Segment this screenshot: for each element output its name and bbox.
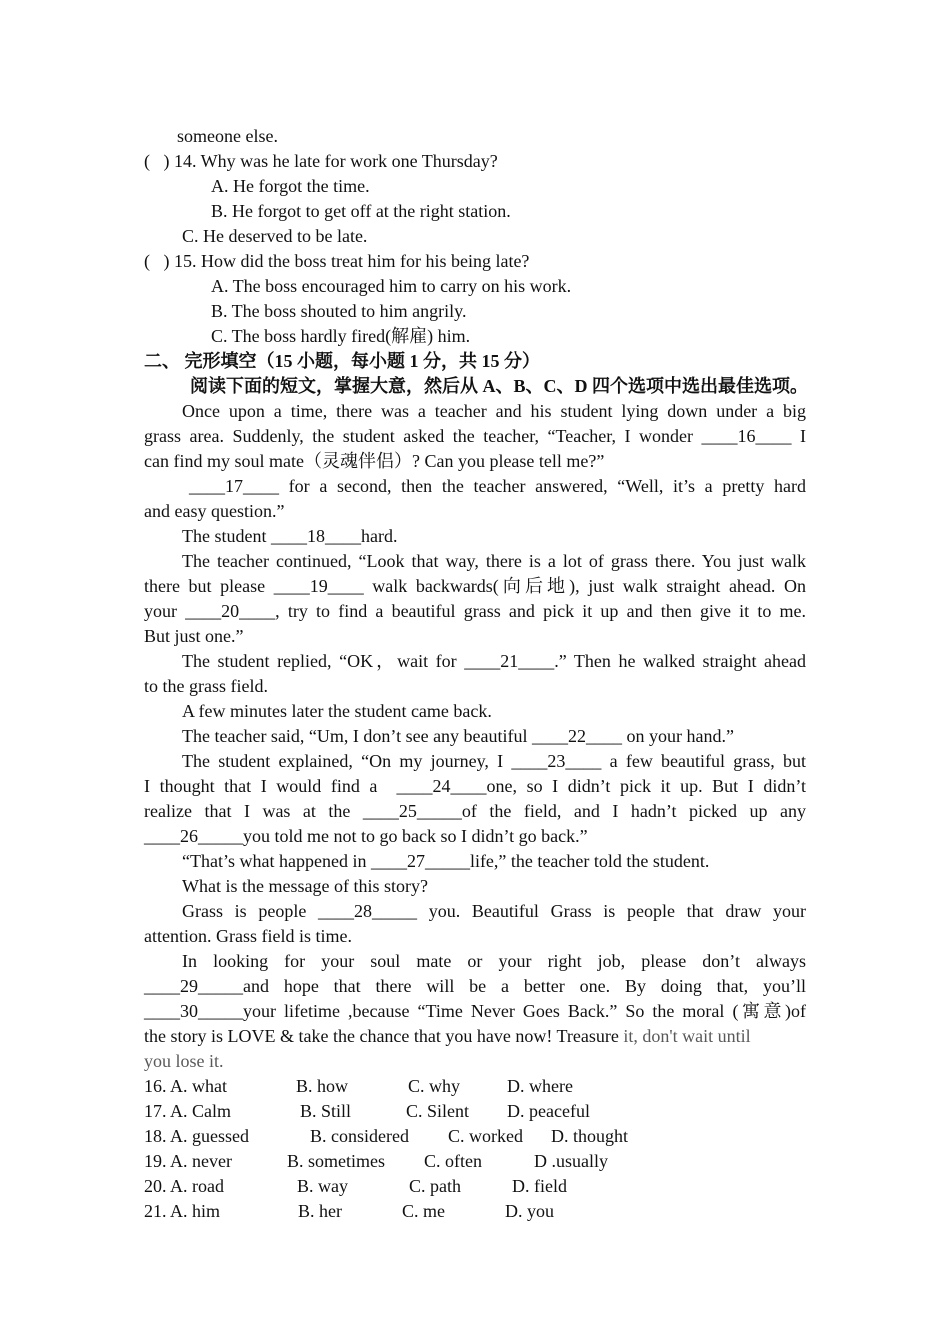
passage-line: grass area. Suddenly, the student asked the teacher, “Teacher, I wonder ____16____ I: [144, 426, 806, 446]
option-d: D. peaceful: [507, 1101, 590, 1121]
passage-line: ____26_____you told me not to go back so I didn’t go back.”: [144, 826, 588, 846]
passage-line: The student replied, “OK，wait for ____21____.” Then he walked straight ahead: [182, 651, 806, 671]
option-a: 17. A. Calm: [144, 1101, 232, 1121]
option-d: D. thought: [551, 1126, 629, 1146]
passage-line: realize that I was at the ____25_____of the field, and I hadn’t picked up any: [144, 801, 806, 821]
passage-line: ____29_____and hope that there will be a better one. By doing that, you’ll: [144, 976, 806, 996]
passage-line: Grass is people ____28_____ you. Beautiful Grass is people that draw your: [182, 901, 806, 921]
passage-line: The teacher said, “Um, I don’t see any beautiful ____22____ on your hand.”: [182, 726, 735, 746]
passage-line: your ____20____, try to find a beautiful grass and pick it up and then give it to me.: [144, 601, 806, 621]
passage-line: In looking for your soul mate or your right job, please don’t always: [182, 951, 806, 971]
question-14: ( ) 14. Why was he late for work one Thursday?: [144, 151, 498, 171]
option-a: 16. A. what: [144, 1076, 227, 1096]
passage-line: But just one.”: [144, 626, 244, 646]
option-b: B. considered: [310, 1126, 409, 1146]
option-b: B. how: [296, 1076, 349, 1096]
option-c: C. path: [409, 1176, 461, 1196]
option-d: D. you: [505, 1201, 554, 1221]
text-line: someone else.: [177, 126, 278, 146]
option-c: C. worked: [448, 1126, 523, 1146]
section-instructions: 阅读下面的短文，掌握大意，然后从 A、B、C、D 四个选项中选出最佳选项。: [190, 376, 808, 396]
passage-line: can find my soul mate（灵魂伴侣）? Can you please tell me?”: [144, 451, 605, 471]
option-a: 21. A. him: [144, 1201, 221, 1221]
passage-line: to the grass field.: [144, 676, 268, 696]
question-14-option-c: C. He deserved to be late.: [182, 226, 368, 246]
question-15-option-a: A. The boss encouraged him to carry on his work.: [211, 276, 572, 296]
passage-line: The student explained, “On my journey, I ____23____ a few beautiful grass, but: [182, 751, 806, 771]
passage-line: ____30_____your lifetime ,because “Time Never Goes Back.” So the moral (寓意)of: [144, 1001, 806, 1021]
option-a: 19. A. never: [144, 1151, 232, 1171]
passage-line: and easy question.”: [144, 501, 285, 521]
option-c: C. Silent: [406, 1101, 470, 1121]
option-b: B. sometimes: [287, 1151, 385, 1171]
question-15-option-c: C. The boss hardly fired(解雇) him.: [211, 326, 471, 346]
question-14-option-a: A. He forgot the time.: [211, 176, 370, 196]
passage-line: Once upon a time, there was a teacher and his student lying down under a big: [182, 401, 806, 421]
question-15: ( ) 15. How did the boss treat him for his being late?: [144, 251, 530, 271]
option-c: C. often: [424, 1151, 482, 1171]
passage-line: attention. Grass field is time.: [144, 926, 352, 946]
question-15-option-b: B. The boss shouted to him angrily.: [211, 301, 467, 321]
passage-line: What is the message of this story?: [182, 876, 428, 896]
option-b: B. Still: [300, 1101, 352, 1121]
passage-line: I thought that I would find a ____24____one, so I didn’t pick it up. But I didn’t: [144, 776, 806, 796]
passage-line: [144, 1024, 806, 1049]
passage-text-gray: it, don't wait until: [623, 1026, 751, 1046]
option-d: D. where: [507, 1076, 573, 1096]
option-a: 18. A. guessed: [144, 1126, 249, 1146]
option-d: D. field: [512, 1176, 567, 1196]
passage-text: the story is LOVE & take the chance that you have now! Treasure: [144, 1026, 624, 1046]
question-14-option-b: B. He forgot to get off at the right station.: [211, 201, 511, 221]
option-c: C. me: [402, 1201, 445, 1221]
passage-line: The student ____18____hard.: [182, 526, 398, 546]
option-d: D .usually: [534, 1151, 608, 1171]
option-b: B. way: [297, 1176, 348, 1196]
section-heading: 二、 完形填空（15 小题，每小题 1 分，共 15 分）: [144, 351, 540, 371]
passage-line: “That’s what happened in ____27_____life,” the teacher told the student.: [182, 851, 710, 871]
passage-line: ____17____ for a second, then the teacher answered, “Well, it’s a pretty hard: [189, 476, 806, 496]
passage-line: A few minutes later the student came back.: [182, 701, 492, 721]
passage-line: The teacher continued, “Look that way, there is a lot of grass there. You just walk: [182, 551, 806, 571]
option-b: B. her: [298, 1201, 342, 1221]
passage-line: there but please ____19____ walk backwards(向后地), just walk straight ahead. On: [144, 576, 806, 596]
option-c: C. why: [408, 1076, 461, 1096]
option-a: 20. A. road: [144, 1176, 224, 1196]
passage-line: you lose it.: [144, 1051, 224, 1071]
